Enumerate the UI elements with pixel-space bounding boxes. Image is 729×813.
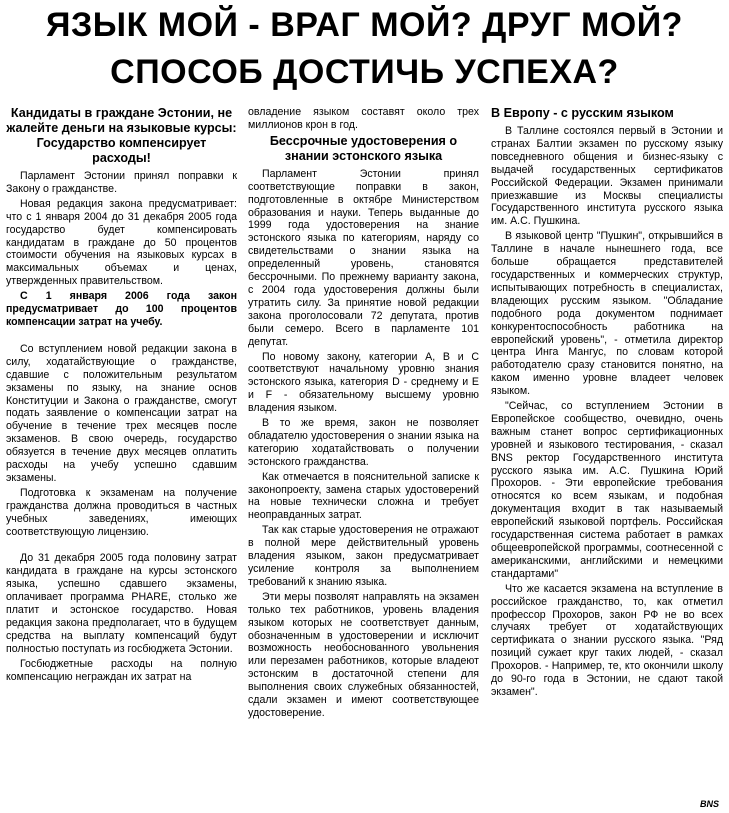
paragraph: По новому закону, категории А, В и С соответствуют начальному уровню знания эстонского языка, категория D - среднему и Е и F - обязательному высшему уровню владения языком.	[248, 350, 479, 415]
paragraph: Так как старые удостоверения не отражают в полной мере действительный уровень владения языком, закон предусматривает усиление контроля за выполнением требований к знанию языка.	[248, 524, 479, 588]
paragraph: Со вступлением новой редакции закона в силу, ходатайствующие о гражданстве, сдавшие с положительным результатом экзамены по языку, на знание основ Конституции и Закона о гражданстве, смогут подать заявление о компенсации затрат на обучение в течение трех месяцев после экзаменов. В свою очередь, государство обязуется в течение двух месяцев оплатить расходы на учебу успешно сдавшим экзамены.	[6, 342, 237, 484]
paragraph: Подготовка к экзаменам на получение гражданства должна проводиться в частных учебных заведениях, имеющих соответствующую лицензию.	[6, 486, 237, 538]
paragraph: В то же время, закон не позволяет обладателю удостоверения о знании языка на категорию ходатайствовать о получении эстонского гражданства.	[248, 417, 479, 468]
column-3-subhead: В Европу - с русским языком	[491, 106, 674, 120]
paragraph: До 31 декабря 2005 года половину затрат кандидата в граждане на курсы эстонского языка, успешно сдавшего экзамены, оплачивает программа PHARE, столько же платит и эстонское государство. Новая редакция закона предполагает, что в будущем средства на выплату компенсаций будут полностью поступать из госбюджета Эстонии.	[6, 552, 237, 655]
column-2-subhead: Бессрочные удостоверения о знании эстонского языка	[269, 133, 458, 163]
paragraph: В языковой центр "Пушкин", открывшийся в Таллине в начале нынешнего года, все больше обращается представителей государственных и коммерческих структур, испытывающих потребность в специалистах, владеющих русским языком. "Обладание подобного рода документом поднимает конкурентоспособность работника на европейский уровень", - отметила директор центра Инга Мангус, по словам которой работодателю сразу становится понятно, на каком именно уровне владеет человек языком.	[491, 230, 723, 398]
paragraph: Парламент Эстонии принял соответствующие поправки в закон, подготовленные в октябре Министерством образования и науки. Теперь выданные до 1999 года удостоверения на знание эстонского языка по категориям, наряду со свидетельствами о знании языка на определенный уровень, становятся бессрочными. По прежнему варианту закона, с 2004 года удостоверения должны были утратить силу. За принятие новой редакции закона проголосовали 72 депутата, против были семеро. Всего в парламенте 101 депутат.	[248, 167, 479, 348]
paragraph-continued: овладение языком составят около трех миллионов крон в год.	[248, 106, 479, 131]
source-credit: BNS	[699, 799, 719, 809]
headline-line-1: ЯЗЫК МОЙ - ВРАГ МОЙ? ДРУГ МОЙ?	[46, 6, 683, 44]
paragraph: "Сейчас, со вступлением Эстонии в Европейское сообщество, очевидно, очень важным станет вопрос сертификационных уровней и языкового тестирования, - сказал BNS ректор Государственного института русского языка им. А.С. Пушкина Юрий Прохоров. - Эти европейские требования относятся ко всем языкам, и подобная документация входит в так называемый европейский языковой портфель. Российская государственная система работает в рамках общеевропейской программы, соотнесенной с американскими, английскими и немецкими стандартами"	[491, 400, 723, 580]
paragraph: Парламент Эстонии принял поправки к Закону о гражданстве.	[6, 170, 237, 195]
headline-line-2: СПОСОБ ДОСТИЧЬ УСПЕХА?	[110, 53, 619, 91]
paragraph: В Таллине состоялся первый в Эстонии и странах Балтии экзамен по русскому языку повседневного общения и бизнес-языку с выдачей государственных сертификатов Российской Федерации. Экзамен принимали приезжавшие из Москвы специалисты Государственного института русского языка им. А.С. Пушкина.	[491, 125, 723, 228]
column-2	[248, 106, 479, 722]
paragraph: Новая редакция закона предусматривает: что с 1 января 2004 до 31 декабря 2005 года государство будет компенсировать кандидатам в граждане до 50 процентов стоимости обучения на языковых курсах в максимальных объемах и ценах, утвержденных правительством.	[6, 197, 237, 288]
column-1	[6, 104, 237, 686]
bold-paragraph: С 1 января 2006 года закон предусматривает до 100 процентов компенсации затрат на учебу.	[6, 290, 237, 328]
paragraph: Госбюджетные расходы на полную компенсацию неграждан их затрат на	[6, 657, 237, 683]
paragraph: Что же касается экзамена на вступление в российское гражданство, то, как отметил профессор Прохоров, закон РФ не во всех случаях требует от ходатайствующих сертификата о знании русского языка. "Ряд позиций сужает круг таких людей, - сказал Прохоров. - Например, те, кто окончили школу до 90-го года в Эстонии, не сдают такой экзамен".	[491, 582, 723, 698]
paragraph: Как отмечается в пояснительной записке к законопроекту, замена старых удостоверений на новые технически сложна и требует неоправданных затрат.	[248, 470, 479, 522]
column-1-subhead: Кандидаты в граждане Эстонии, не жалейте деньги на языковые курсы: Государство компенсирует расходы!	[6, 106, 237, 165]
headline	[0, 2, 729, 96]
column-3	[491, 104, 723, 701]
paragraph: Эти меры позволят направлять на экзамен только тех работников, уровень владения языком которых не соответствует данным, обозначенным в удостоверении и исключит возможность необоснованного увольнения или перезамен работников, которые владеют эстонским в достаточной степени для выполнения своих служебных обязанностей, сдали экзамен и имеют соответствующее удостоверение.	[248, 590, 479, 719]
